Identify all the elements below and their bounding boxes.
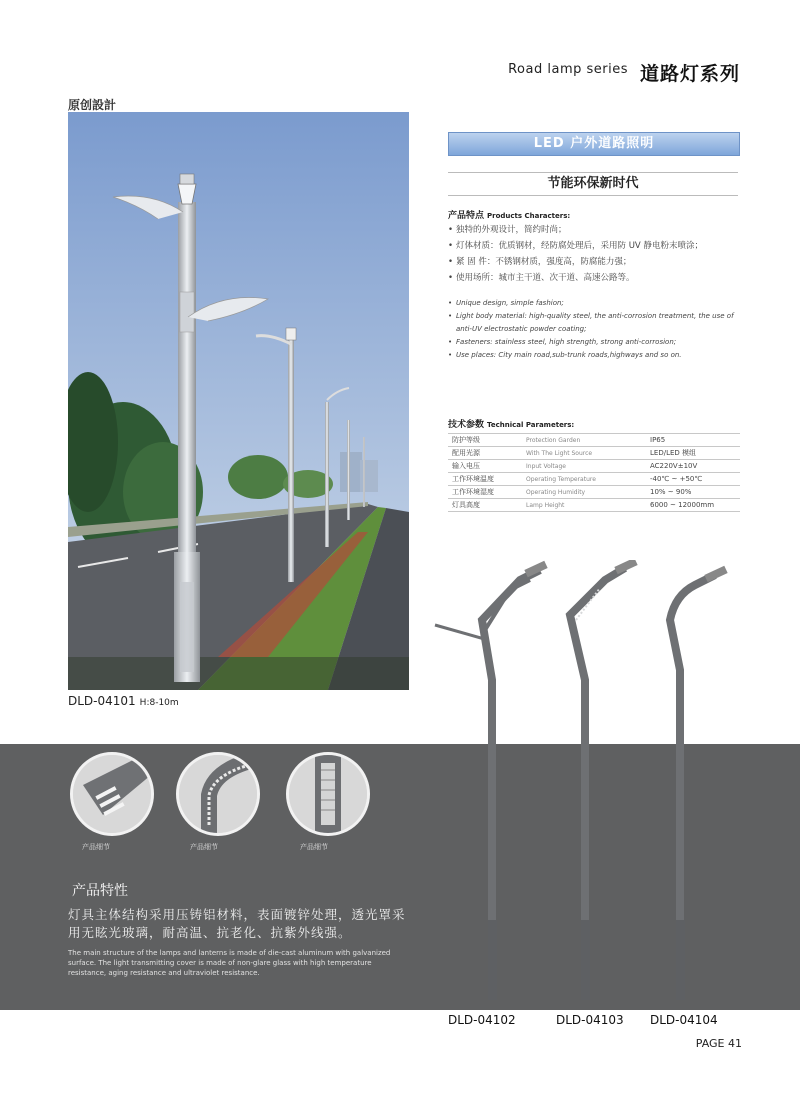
detail-label-2: 产品细节 — [190, 843, 218, 851]
table-row — [448, 486, 740, 499]
street-lamp-photo — [68, 112, 409, 690]
pole-dld-04102 — [435, 561, 548, 1000]
table-row — [448, 447, 740, 460]
detail-label-1: 产品细节 — [82, 843, 110, 851]
param-value: IP65 — [646, 434, 740, 447]
slogan-bar — [448, 172, 738, 196]
band-title: 产品特性 — [72, 883, 128, 899]
param-value: -40℃ ~ +50℃ — [646, 473, 740, 486]
param-value: 6000 ~ 12000mm — [646, 499, 740, 512]
params-title-en: Technical Parameters: — [487, 421, 575, 429]
model-dld-04101-label — [68, 694, 179, 708]
series-title-en: Road lamp series — [508, 62, 628, 77]
param-value: 10% ~ 90% — [646, 486, 740, 499]
param-name-en: Lamp Height — [522, 499, 646, 512]
model-label-dld-04104: DLD-04104 — [650, 1013, 718, 1027]
table-row — [448, 499, 740, 512]
pole-dld-04103 — [570, 560, 638, 1000]
model-label-dld-04102: DLD-04102 — [448, 1013, 516, 1027]
detail-label-3: 产品细节 — [300, 843, 328, 851]
param-name-en: Operating Humidity — [522, 486, 646, 499]
series-title-cn: 道路灯系列 — [639, 63, 740, 85]
table-row — [448, 434, 740, 447]
param-name-cn: 输入电压 — [448, 460, 522, 473]
param-name-cn: 灯具高度 — [448, 499, 522, 512]
param-name-en: Protection Garden — [522, 434, 646, 447]
page-number: PAGE 41 — [695, 1037, 742, 1050]
list-item: • 使用场所：城市主干道、次干道、高速公路等。 — [448, 270, 748, 286]
features-heading — [448, 208, 570, 221]
list-item: • 紧 固 件：不锈钢材质，强度高，防腐能力强； — [448, 254, 748, 270]
param-name-cn: 工作环境湿度 — [448, 486, 522, 499]
list-item: • Unique design, simple fashion; — [448, 297, 748, 310]
band-description-en: The main structure of the lamps and lanterns is made of die-cast aluminum with galvanized surface. The light transmitting cover is made of non-glare glass with high temperature resistance, aging resistance and ultraviolet resistance. — [68, 949, 391, 977]
model-height: H:8-10m — [139, 698, 179, 708]
table-row — [448, 473, 740, 486]
pole-models-illustration — [430, 560, 760, 1040]
model-code: DLD-04101 — [68, 694, 136, 708]
param-name-cn: 工作环境温度 — [448, 473, 522, 486]
slogan-text: 节能环保新时代 — [547, 176, 639, 191]
param-name-cn: 配用光源 — [448, 447, 522, 460]
params-table — [448, 433, 740, 512]
list-item: • 独特的外观设计，简约时尚； — [448, 222, 748, 238]
list-item: • 灯体材质：优质钢材，经防腐处理后，采用防 UV 静电粉末喷涂； — [448, 238, 748, 254]
features-title-cn: 产品特点 — [448, 211, 485, 221]
model-label-dld-04103: DLD-04103 — [556, 1013, 624, 1027]
detail-image-1 — [70, 752, 154, 836]
param-name-en: Operating Temperature — [522, 473, 646, 486]
param-value: LED/LED 模组 — [646, 447, 740, 460]
detail-image-2 — [176, 752, 260, 836]
params-heading — [448, 417, 574, 430]
param-name-cn: 防护等级 — [448, 434, 522, 447]
features-list-en — [448, 297, 748, 362]
features-list-cn — [448, 222, 748, 286]
detail-image-3 — [286, 752, 370, 836]
category-badge — [448, 132, 740, 156]
list-item: • Use places: City main road,sub-trunk roads,highways and so on. — [448, 349, 748, 362]
original-design-label: 原创設計 — [68, 98, 117, 112]
list-item: • Light body material: high-quality steel, the anti-corrosion treatment, the use of anti-UV electrostatic powder coating; — [448, 310, 748, 336]
table-row — [448, 460, 740, 473]
band-description-cn: 灯具主体结构采用压铸铝材料，表面镀锌处理，透光罩采用无眩光玻璃，耐高温、抗老化、抗紫外线强。 — [68, 907, 406, 940]
list-item: • Fasteners: stainless steel, high strength, strong anti-corrosion; — [448, 336, 748, 349]
param-name-en: With The Light Source — [522, 447, 646, 460]
param-name-en: Input Voltage — [522, 460, 646, 473]
params-title-cn: 技术参数 — [448, 420, 485, 430]
badge-text: LED 户外道路照明 — [533, 136, 655, 151]
pole-dld-04104 — [670, 566, 728, 1000]
features-title-en: Products Characters: — [487, 212, 571, 220]
param-value: AC220V±10V — [646, 460, 740, 473]
